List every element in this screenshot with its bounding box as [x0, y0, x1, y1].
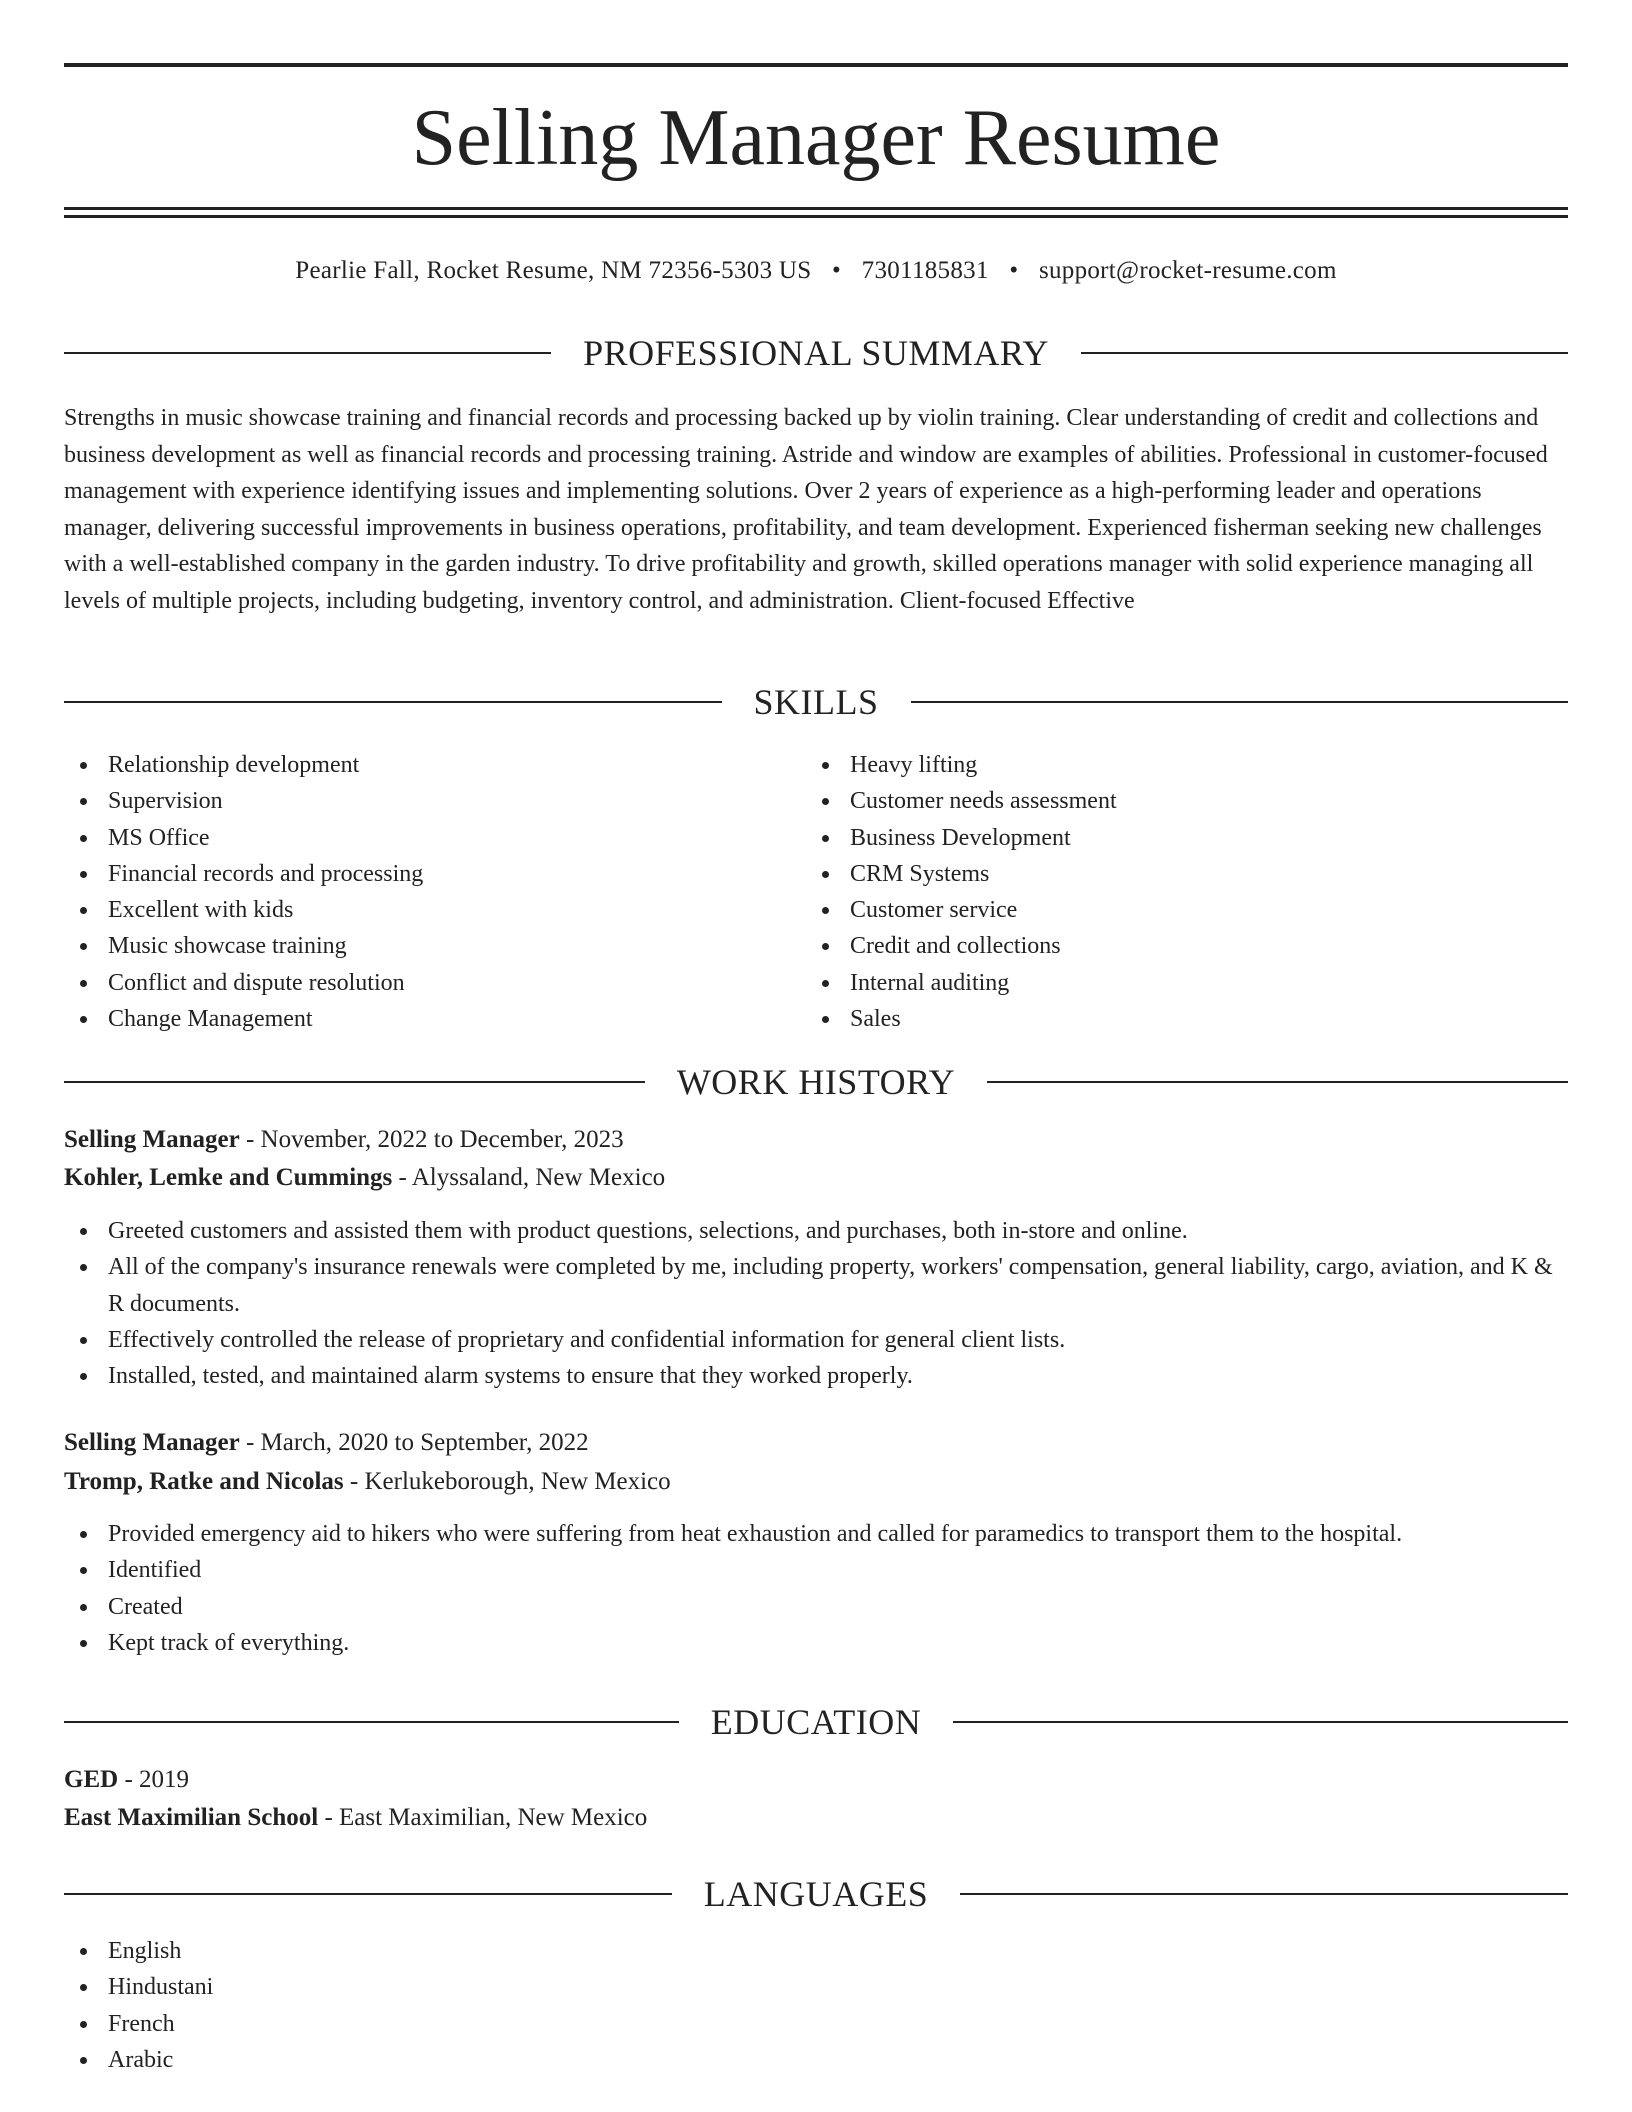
job-bullet: Greeted customers and assisted them with product questions, selections, and purchases, both in-store and online. — [64, 1213, 1568, 1249]
job-dates: - March, 2020 to September, 2022 — [239, 1429, 589, 1456]
divider-line — [911, 701, 1569, 703]
title-rule-lower — [64, 215, 1568, 218]
title-rule-upper — [64, 207, 1568, 210]
skill-item: Customer needs assessment — [806, 783, 1546, 819]
contact-address: Pearlie Fall, Rocket Resume, NM 72356-5303 US — [295, 257, 812, 284]
skill-item: Supervision — [64, 783, 804, 819]
job-bullet: All of the company's insurance renewals were completed by me, including property, workers' compensation, general liability, cargo, aviation, and K & R documents. — [64, 1249, 1568, 1322]
language-item: English — [64, 1933, 1568, 1969]
job-company-line — [64, 1463, 1568, 1501]
languages-list — [64, 1933, 1568, 2078]
job-bullet: Effectively controlled the release of proprietary and confidential information for general client lists. — [64, 1322, 1568, 1358]
job-title-line — [64, 1121, 1568, 1159]
education-degree-line — [64, 1761, 1568, 1799]
contact-separator: • — [832, 257, 842, 284]
skill-item: Excellent with kids — [64, 892, 804, 928]
section-title-work: WORK HISTORY — [676, 1062, 956, 1102]
job-dates: - November, 2022 to December, 2023 — [239, 1126, 624, 1153]
contact-email: support@rocket-resume.com — [1038, 257, 1337, 284]
section-title-languages: LANGUAGES — [703, 1874, 929, 1914]
summary-text: Strengths in music showcase training and financial records and processing backed up by violin training. Clear understanding of credit and collections and business development as well as financial records and processing training. Astride and window are examples of abilities. Professional in customer-focused management with experience identifying issues and implementing solutions. Over 2 years of experience as a high-performing leader and operations manager, delivering successful improvements in business operations, profitability, and team development. Experienced fisherman seeking new challenges with a well-established company in the garden industry. To drive profitability and growth, skilled operations manager with solid experience managing all levels of multiple projects, including budgeting, inventory control, and administration. Client-focused Effective — [64, 405, 1548, 614]
education-year: - 2019 — [118, 1766, 190, 1793]
divider-line — [987, 1081, 1568, 1083]
job-location: - Alyssaland, New Mexico — [392, 1164, 666, 1191]
education-location: - East Maximilian, New Mexico — [318, 1804, 648, 1831]
job-company: Tromp, Ratke and Nicolas — [64, 1468, 344, 1495]
skill-item: Conflict and dispute resolution — [64, 965, 804, 1001]
job-title: Selling Manager — [64, 1126, 240, 1153]
job-company: Kohler, Lemke and Cummings — [64, 1164, 393, 1191]
job-company-line — [64, 1159, 1568, 1197]
skills-list-right — [806, 747, 1546, 1037]
skill-item: Relationship development — [64, 747, 804, 783]
skill-item: Heavy lifting — [806, 747, 1546, 783]
education-school: East Maximilian School — [64, 1804, 319, 1831]
skill-item: MS Office — [64, 820, 804, 856]
job-bullet: Provided emergency aid to hikers who were suffering from heat exhaustion and called for paramedics to transport them to the hospital. — [64, 1516, 1568, 1552]
job-bullet: Created — [64, 1589, 1568, 1625]
skill-item: Customer service — [806, 892, 1546, 928]
contact-line — [64, 254, 1568, 288]
divider-line — [64, 352, 551, 354]
divider-line — [64, 1893, 672, 1895]
language-item: Hindustani — [64, 1969, 1568, 2005]
education-school-line — [64, 1799, 1568, 1837]
top-rule — [64, 63, 1568, 67]
section-title-education: EDUCATION — [710, 1702, 922, 1742]
skill-item: Internal auditing — [806, 965, 1546, 1001]
skill-item: CRM Systems — [806, 856, 1546, 892]
job-bullets — [64, 1516, 1568, 1661]
section-title-summary: PROFESSIONAL SUMMARY — [583, 333, 1049, 373]
job-title: Selling Manager — [64, 1429, 240, 1456]
divider-line — [960, 1893, 1568, 1895]
divider-line — [1081, 352, 1568, 354]
divider-line — [64, 701, 722, 703]
section-header-languages — [64, 1869, 1568, 1919]
job-bullet: Identified — [64, 1552, 1568, 1588]
contact-separator: • — [1009, 257, 1019, 284]
job-bullet: Installed, tested, and maintained alarm systems to ensure that they worked properly. — [64, 1358, 1568, 1394]
job-bullets — [64, 1213, 1568, 1394]
section-header-skills — [64, 677, 1568, 727]
divider-line — [953, 1721, 1568, 1723]
language-item: Arabic — [64, 2042, 1568, 2078]
contact-phone: 7301185831 — [861, 257, 989, 284]
skill-item: Sales — [806, 1001, 1546, 1037]
section-header-work — [64, 1057, 1568, 1107]
skill-item: Change Management — [64, 1001, 804, 1037]
education-degree: GED — [64, 1766, 119, 1793]
page-title: Selling Manager Resume — [411, 94, 1221, 182]
skills-list-left — [64, 747, 804, 1037]
skill-item: Credit and collections — [806, 928, 1546, 964]
job-bullet: Kept track of everything. — [64, 1625, 1568, 1661]
divider-line — [64, 1721, 679, 1723]
skill-item: Music showcase training — [64, 928, 804, 964]
job-location: - Kerlukeborough, New Mexico — [343, 1468, 671, 1495]
divider-line — [64, 1081, 645, 1083]
skill-item: Business Development — [806, 820, 1546, 856]
job-title-line — [64, 1424, 1568, 1462]
section-title-skills: SKILLS — [753, 682, 879, 722]
language-item: French — [64, 2006, 1568, 2042]
section-header-education — [64, 1697, 1568, 1747]
section-header-summary — [64, 328, 1568, 378]
skill-item: Financial records and processing — [64, 856, 804, 892]
